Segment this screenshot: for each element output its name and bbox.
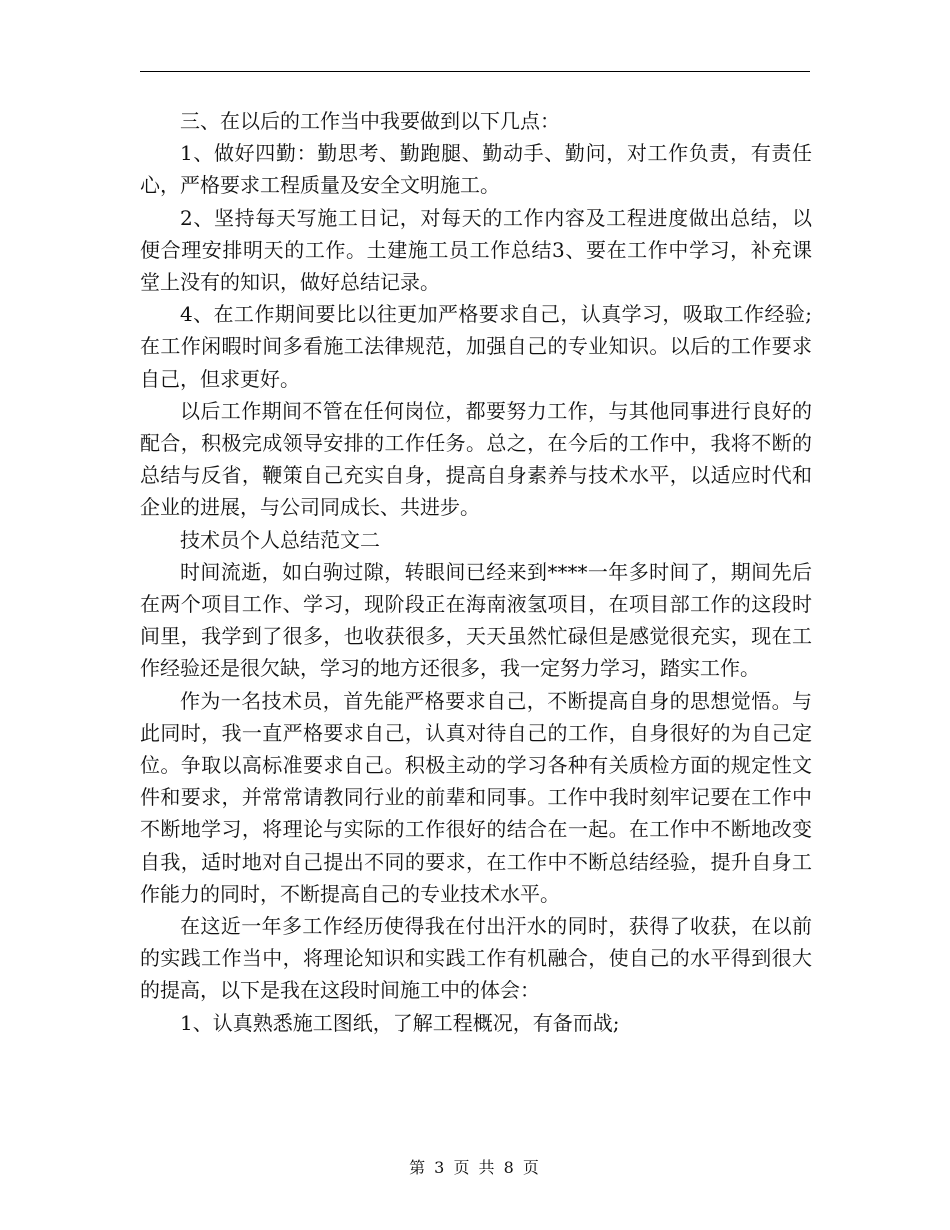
header-rule [140, 71, 810, 72]
paragraph-time-flies: 时间流逝，如白驹过隙，转眼间已经来到****一年多时间了，期间先后在两个项目工作、学习，现阶段正在海南液氢项目，在项目部工作的这段时间里，我学到了很多，也收获很多，天天虽然忙碌但是感觉很充实，现在工作经验还是很欠缺，学习的地方还很多，我一定努力学习，踏实工作。 [140, 559, 812, 681]
paragraph-point-4: 4、在工作期间要比以往更加严格要求自己，认真学习，吸取工作经验;在工作闲暇时间多看施工法律规范，加强自己的专业知识。以后的工作要求自己，但求更好。 [140, 302, 812, 391]
paragraph-as-technician: 作为一名技术员，首先能严格要求自己，不断提高自身的思想觉悟。与此同时，我一直严格要求自己，认真对待自己的工作，自身很好的为自己定位。争取以高标准要求自己。积极主动的学习各种有关质检方面的规定性文件和要求，并常常请教同行业的前辈和同事。工作中我时刻牢记要在工作中不断地学习，将理论与实际的工作很好的结合在一起。在工作中不断地改变自我，适时地对自己提出不同的要求，在工作中不断总结经验，提升自身工作能力的同时，不断提高自己的专业技术水平。 [140, 688, 812, 906]
paragraph-experience: 在这近一年多工作经历使得我在付出汗水的同时，获得了收获，在以前的实践工作当中，将理论知识和实践工作有机融合，使自己的水平得到很大的提高，以下是我在这段时间施工中的体会： [140, 914, 812, 1003]
paragraph-conclusion: 以后工作期间不管在任何岗位，都要努力工作，与其他同事进行良好的配合，积极完成领导安排的工作任务。总之，在今后的工作中，我将不断的总结与反省，鞭策自己充实自身，提高自身素养与技术水平，以适应时代和企业的进展，与公司同成长、共进步。 [140, 398, 812, 520]
page-footer: 第 3 页 共 8 页 [409, 1158, 541, 1177]
paragraph-point-1: 1、做好四勤：勤思考、勤跑腿、勤动手、勤问，对工作负责，有责任心，严格要求工程质量及安全文明施工。 [140, 141, 812, 198]
paragraph-point-drawings: 1、认真熟悉施工图纸，了解工程概况，有备而战; [180, 1010, 620, 1035]
paragraph-intro-points: 三、在以后的工作当中我要做到以下几点： [180, 109, 560, 133]
section-heading: 技术员个人总结范文二 [180, 527, 380, 552]
paragraph-point-2-3: 2、坚持每天写施工日记，对每天的工作内容及工程进度做出总结，以便合理安排明天的工作。土建施工员工作总结3、要在工作中学习，补充课堂上没有的知识，做好总结记录。 [140, 205, 812, 295]
document-body [140, 105, 812, 1039]
